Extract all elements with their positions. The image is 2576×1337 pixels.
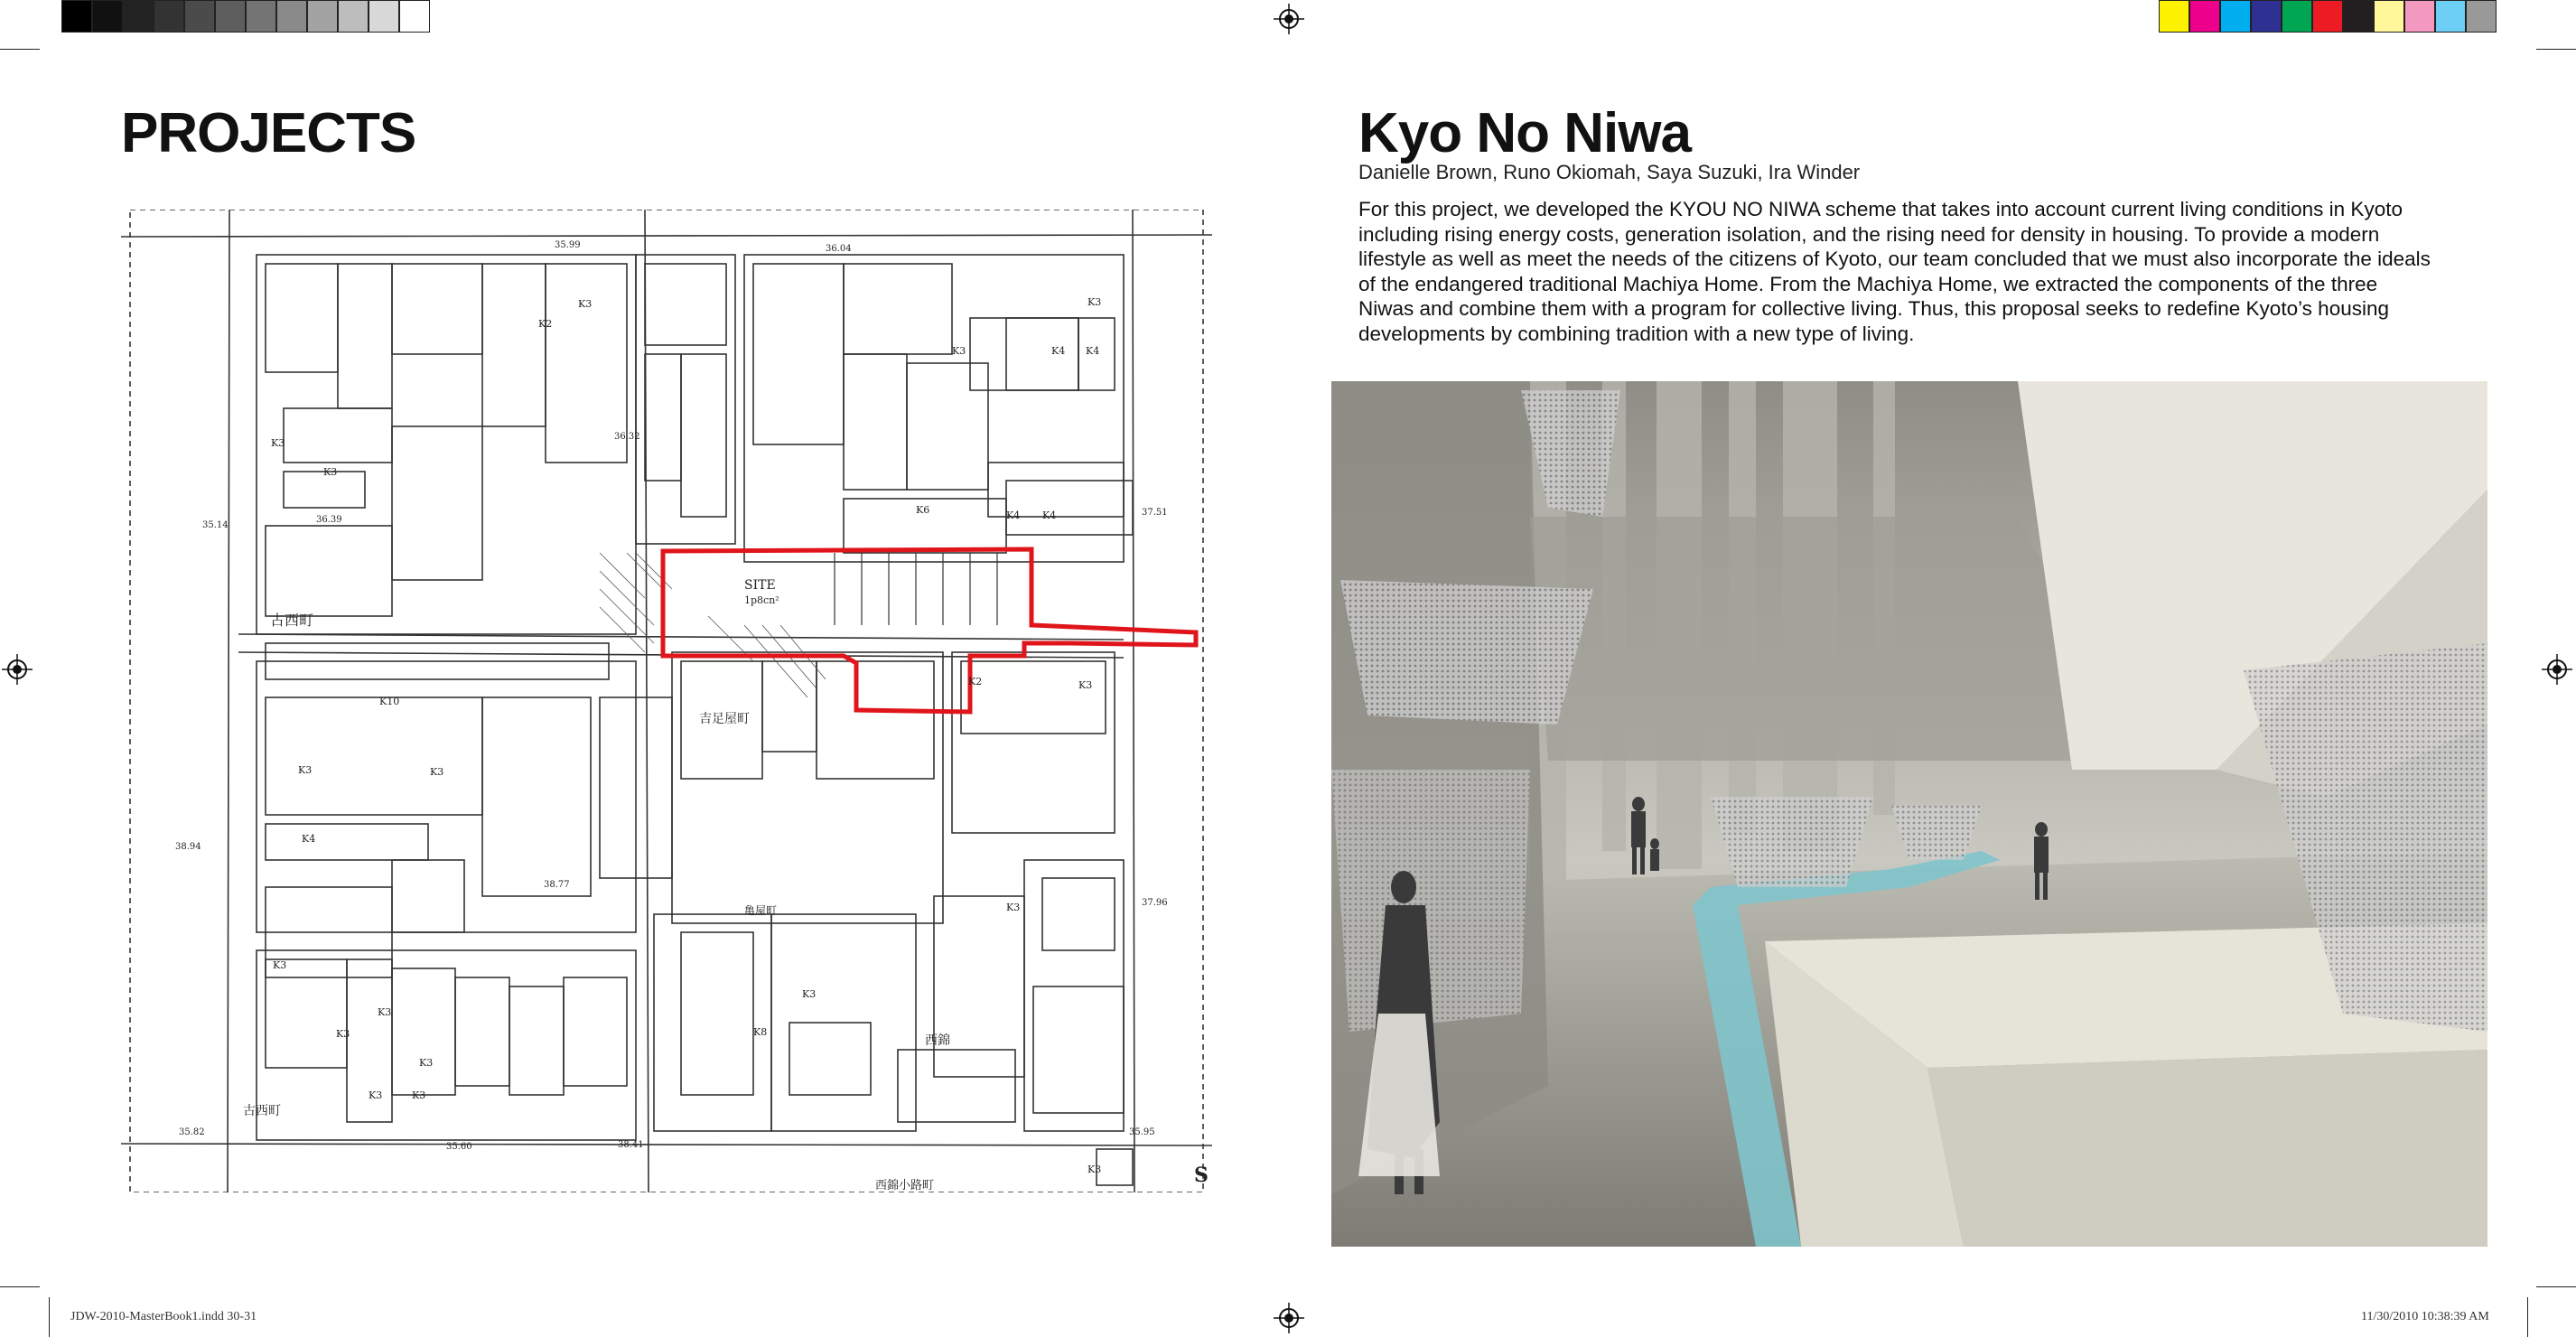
site-map <box>121 210 1212 1192</box>
map-north-mark: S <box>1194 1164 1209 1187</box>
color-swatch <box>2220 0 2251 33</box>
registration-mark-top <box>1274 4 1304 34</box>
map-building-label: K3 <box>412 1089 426 1101</box>
color-swatch <box>2466 0 2497 33</box>
map-elevation-label: 37.51 <box>1142 508 1168 518</box>
map-building-label: K3 <box>1078 679 1093 691</box>
color-swatch <box>2343 0 2374 33</box>
map-building-label: K3 <box>1087 296 1102 308</box>
map-building-label: K3 <box>336 1028 350 1040</box>
color-swatch <box>2374 0 2404 33</box>
description-line: of the endangered traditional Machiya Home. From the Machiya Home, we extracted the components of the three <box>1358 272 2378 295</box>
gray-swatch <box>246 0 276 33</box>
map-street-label: 西錦小路町 <box>875 1179 935 1192</box>
color-calibration-bar <box>2159 0 2497 33</box>
gray-swatch <box>154 0 184 33</box>
map-elevation-label: 38.77 <box>544 880 570 890</box>
registration-mark-left <box>2 654 33 685</box>
map-building-label: K3 <box>1006 902 1021 913</box>
color-swatch <box>2282 0 2312 33</box>
map-elevation-label: 38.94 <box>175 842 201 852</box>
map-street-label: 亀屋町 <box>744 904 778 917</box>
project-title: Kyo No Niwa <box>1358 102 1691 164</box>
crop-mark <box>0 49 40 50</box>
color-swatch <box>2159 0 2189 33</box>
gray-swatch <box>61 0 92 33</box>
footer-timestamp: 11/30/2010 10:38:39 AM <box>2361 1310 2489 1323</box>
map-street-label: 西錦 <box>925 1033 950 1048</box>
gray-swatch <box>369 0 399 33</box>
map-elevation-label: 35.60 <box>446 1142 472 1152</box>
map-site-area: 1p8cn² <box>744 594 779 606</box>
architectural-rendering <box>1331 381 2487 1247</box>
map-building-label: K3 <box>578 298 593 310</box>
crop-mark <box>2536 49 2576 50</box>
gray-swatch <box>399 0 430 33</box>
map-building-label: K4 <box>1042 510 1057 521</box>
map-elevation-label: 38.41 <box>618 1140 644 1150</box>
map-building-label: K4 <box>1086 345 1100 357</box>
map-building-label: K3 <box>378 1006 392 1018</box>
map-building-label: K8 <box>753 1026 768 1038</box>
map-site-label: SITE <box>744 578 776 593</box>
map-elevation-label: 36.39 <box>316 515 342 525</box>
page-heading: PROJECTS <box>121 102 416 164</box>
map-building-label: K6 <box>916 504 930 516</box>
map-building-label: K3 <box>419 1057 434 1069</box>
map-building-label: K3 <box>323 466 338 478</box>
map-elevation-label: 35.82 <box>179 1127 205 1137</box>
map-street-label: 吉足屋町 <box>699 712 750 726</box>
registration-mark-bottom <box>1274 1303 1304 1333</box>
description-line: lifestyle as well as meet the needs of the citizens of Kyoto, our team concluded that we must also incorporate the ideals <box>1358 248 2431 270</box>
map-building-label: K2 <box>538 318 553 330</box>
description-line: developments by combining tradition with a new type of living. <box>1358 322 1915 345</box>
crop-mark <box>49 1297 50 1337</box>
description-line: including rising energy costs, generation isolation, and the rising need for density in housing. To provide a modern <box>1358 222 2380 246</box>
crop-mark <box>2536 1286 2576 1287</box>
color-swatch <box>2251 0 2282 33</box>
color-swatch <box>2404 0 2435 33</box>
map-elevation-label: 37.96 <box>1142 898 1168 908</box>
description-line: For this project, we developed the KYOU NO NIWA scheme that takes into account current living conditions in Kyoto <box>1358 198 2403 220</box>
footer-file-info: JDW-2010-MasterBook1.indd 30-31 <box>70 1310 257 1323</box>
registration-mark-right <box>2542 654 2572 685</box>
map-street-label: 古西町 <box>243 1104 281 1118</box>
color-swatch <box>2435 0 2466 33</box>
map-building-label: K3 <box>369 1089 383 1101</box>
gray-swatch <box>338 0 369 33</box>
map-building-label: K3 <box>271 437 285 449</box>
map-building-label: K3 <box>430 766 444 778</box>
map-elevation-label: 36.32 <box>614 432 640 442</box>
project-description <box>1358 197 2460 346</box>
gray-swatch <box>92 0 123 33</box>
gray-swatch <box>215 0 246 33</box>
color-swatch <box>2312 0 2343 33</box>
map-building-label: K2 <box>968 676 983 687</box>
map-building-label: K3 <box>298 764 313 776</box>
map-building-label: K4 <box>1051 345 1066 357</box>
gray-swatch <box>276 0 307 33</box>
map-building-label: K3 <box>952 345 966 357</box>
gray-swatch <box>184 0 215 33</box>
map-building-label: K4 <box>302 833 316 845</box>
map-building-label: K10 <box>379 696 400 707</box>
map-building-label: K4 <box>1006 510 1021 521</box>
grayscale-calibration-bar <box>61 0 430 33</box>
map-street-label: 古西町 <box>270 612 314 629</box>
map-building-label: K3 <box>802 988 817 1000</box>
project-authors: Danielle Brown, Runo Okiomah, Saya Suzuki, Ira Winder <box>1358 161 1861 183</box>
map-elevation-label: 36.04 <box>826 244 852 254</box>
color-swatch <box>2189 0 2220 33</box>
map-elevation-label: 35.95 <box>1129 1127 1155 1137</box>
gray-swatch <box>123 0 154 33</box>
map-elevation-label: 35.99 <box>555 240 581 250</box>
map-elevation-label: 35.14 <box>202 520 229 530</box>
gray-swatch <box>307 0 338 33</box>
description-line: Niwas and combine them with a program for collective living. Thus, this proposal seeks to redefine Kyoto’s housing <box>1358 297 2389 320</box>
map-building-label: K3 <box>273 959 287 971</box>
map-building-label: K3 <box>1087 1164 1102 1175</box>
crop-mark <box>2527 1297 2528 1337</box>
crop-mark <box>0 1286 40 1287</box>
